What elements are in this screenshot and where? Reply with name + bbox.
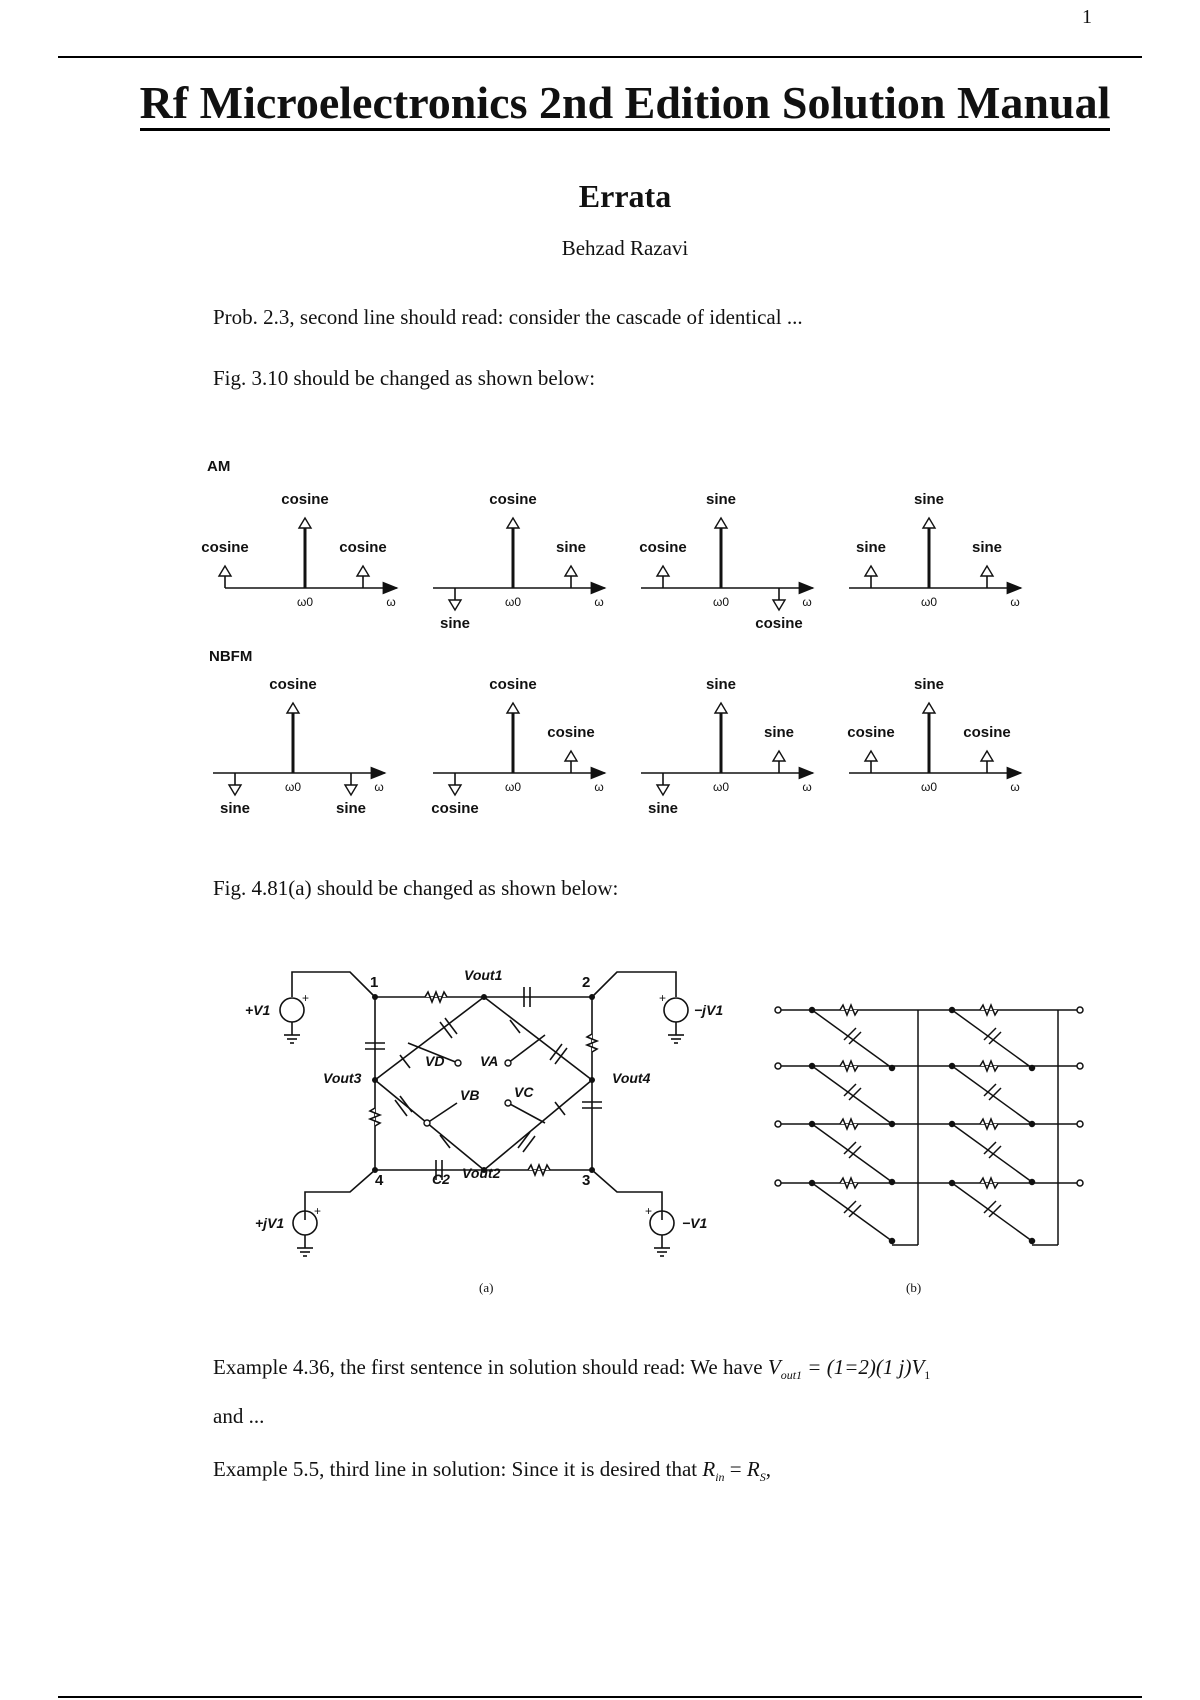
erratum-fig-4-81: Fig. 4.81(a) should be changed as shown below: xyxy=(213,876,619,900)
source-tl-circle xyxy=(280,998,304,1022)
panel-5-arrow-3-head xyxy=(345,785,357,795)
panel-3-arrow-2-head xyxy=(715,518,727,528)
panel-1-arrow-3-head xyxy=(357,566,369,576)
panel-3-label-3: cosine xyxy=(755,615,803,632)
panel-1-arrow-1-head xyxy=(219,566,231,576)
panel-2-arrow-3-head xyxy=(565,566,577,576)
caption-b: (b) xyxy=(906,1280,922,1295)
ex436-sub2: 1 xyxy=(924,1368,931,1383)
node-2-label: 2 xyxy=(582,974,591,991)
panel-6-arrow-1-head xyxy=(449,785,461,795)
panel-4-omega: ω xyxy=(1010,595,1020,609)
fig-3-10-spectra xyxy=(0,440,1200,840)
row-label-nbfm: NBFM xyxy=(209,648,253,665)
panel-7-arrow-3-head xyxy=(773,751,785,761)
source-tl-plus: + xyxy=(302,991,310,1005)
footer-rule xyxy=(58,1696,1142,1698)
panel-3-omega0: ω0 xyxy=(712,595,730,609)
panel-2-label-2: cosine xyxy=(489,491,537,508)
panel-4-arrow-3-head xyxy=(981,566,993,576)
ladder-row-4-tap-a xyxy=(890,1239,895,1244)
panel-7-omega: ω xyxy=(802,780,812,794)
ladder-row-2-res-b xyxy=(980,1061,998,1071)
ladder-row-1-out-terminal xyxy=(1077,1007,1083,1013)
source-tr-circle xyxy=(664,998,688,1022)
document-title xyxy=(0,76,1200,129)
ladder-row-1-diag-a xyxy=(812,1010,892,1068)
panel-6-label-3: cosine xyxy=(547,724,595,741)
vout1-label: Vout1 xyxy=(464,967,503,983)
ladder-row-3-res-a xyxy=(840,1119,858,1129)
source-tr-label: −jV1 xyxy=(694,1002,724,1018)
ladder-row-4-diag-a xyxy=(812,1183,892,1241)
caption-a: (a) xyxy=(479,1280,494,1295)
panel-4-omega0: ω0 xyxy=(920,595,938,609)
ladder-row-1-in-terminal xyxy=(775,1007,781,1013)
source-tr-plus: + xyxy=(659,991,667,1005)
panel-6-omega: ω xyxy=(594,780,604,794)
source-bl-plus: + xyxy=(314,1204,322,1218)
ex55-rin-sub: in xyxy=(715,1470,725,1485)
ladder-row-2-diag-a xyxy=(812,1066,892,1124)
panel-4-label-1: sine xyxy=(855,539,887,556)
ex55-rs: R xyxy=(746,1457,760,1481)
row-label-am: AM xyxy=(207,458,231,475)
panel-8-label-1: cosine xyxy=(847,724,895,741)
panel-5-omega: ω xyxy=(374,780,384,794)
panel-2-label-3: sine xyxy=(555,539,587,556)
ladder-row-4-tap-b xyxy=(1030,1239,1035,1244)
panel-8-arrow-1-head xyxy=(865,751,877,761)
panel-6-label-2: cosine xyxy=(489,676,537,693)
panel-7-label-2: sine xyxy=(705,676,737,693)
node-3-label: 3 xyxy=(582,1172,591,1189)
va-label: VA xyxy=(480,1053,499,1069)
panel-1-omega0: ω0 xyxy=(296,595,314,609)
vd-label: VD xyxy=(425,1053,445,1069)
panel-3-label-1: cosine xyxy=(639,539,687,556)
vc-label: VC xyxy=(514,1084,534,1100)
ex55-rin: R xyxy=(702,1457,716,1481)
panel-5-arrow-1-head xyxy=(229,785,241,795)
panel-7-arrow-1-head xyxy=(657,785,669,795)
ladder-row-4-out-terminal xyxy=(1077,1180,1083,1186)
panel-8-label-3: cosine xyxy=(963,724,1011,741)
ladder-row-3-out-terminal xyxy=(1077,1121,1083,1127)
author: Behzad Razavi xyxy=(561,236,689,260)
panel-8-omega0: ω0 xyxy=(920,780,938,794)
panel-6-omega0: ω0 xyxy=(504,780,522,794)
panel-1-label-3: cosine xyxy=(339,539,387,556)
ex55-rs-sub: S xyxy=(759,1470,766,1485)
ladder-row-2-res-a xyxy=(840,1061,858,1071)
panel-3-omega: ω xyxy=(802,595,812,609)
ex436-suffix: and ... xyxy=(213,1404,265,1429)
panel-5-label-2: cosine xyxy=(269,676,317,693)
node-4-label: 4 xyxy=(375,1172,384,1189)
panel-1-omega: ω xyxy=(386,595,396,609)
source-tl-label: +V1 xyxy=(245,1002,271,1018)
erratum-fig-3-10: Fig. 3.10 should be changed as shown below: xyxy=(213,366,596,390)
panel-4-label-3: sine xyxy=(971,539,1003,556)
ladder-row-4-res-b xyxy=(980,1178,998,1188)
c2-label: C2 xyxy=(432,1171,450,1187)
ex436-var: V xyxy=(767,1355,781,1379)
source-br-plus: + xyxy=(645,1204,653,1218)
ladder-row-3-diag-b xyxy=(952,1124,1032,1182)
panel-2-omega: ω xyxy=(594,595,604,609)
panel-2-arrow-1-head xyxy=(449,600,461,610)
vout2-label: Vout2 xyxy=(462,1165,501,1181)
erratum-example-4-36 xyxy=(213,1347,1093,1437)
source-br-label: −V1 xyxy=(682,1215,708,1231)
circuit-a-nodes xyxy=(372,994,595,1173)
panel-6-arrow-3-head xyxy=(565,751,577,761)
panel-8-arrow-3-head xyxy=(981,751,993,761)
panel-5-label-3: sine xyxy=(335,800,367,817)
page-number: 1 xyxy=(1082,6,1092,28)
panel-2-omega0: ω0 xyxy=(504,595,522,609)
panel-8-label-2: sine xyxy=(913,676,945,693)
ex55-eq: = xyxy=(724,1457,747,1481)
ladder-row-2-diag-b xyxy=(952,1066,1032,1124)
ladder-row-1-diag-b xyxy=(952,1010,1032,1068)
vout4-label: Vout4 xyxy=(612,1070,651,1086)
erratum-example-5-5 xyxy=(213,1449,1093,1498)
section-title: Errata xyxy=(578,178,672,214)
panel-3-arrow-1-head xyxy=(657,566,669,576)
panel-1-label-1: cosine xyxy=(201,539,249,556)
panel-7-label-1: sine xyxy=(647,800,679,817)
panel-7-label-3: sine xyxy=(763,724,795,741)
ex55-comma: , xyxy=(765,1457,771,1481)
panel-1-label-2: cosine xyxy=(281,491,329,508)
source-bl-label: +jV1 xyxy=(255,1215,285,1231)
panel-5-omega0: ω0 xyxy=(284,780,302,794)
vout3-label: Vout3 xyxy=(323,1070,362,1086)
ladder-row-3-in-terminal xyxy=(775,1121,781,1127)
panel-8-omega: ω xyxy=(1010,780,1020,794)
node-1-label: 1 xyxy=(370,974,379,991)
panel-3-label-2: sine xyxy=(705,491,737,508)
ex55-prefix: Example 5.5, third line in solution: Since it is desired that xyxy=(213,1457,703,1481)
panel-4-arrow-2-head xyxy=(923,518,935,528)
circuit-a xyxy=(280,972,688,1256)
circuit-b xyxy=(775,1005,1083,1245)
panel-6-arrow-2-head xyxy=(507,703,519,713)
ladder-row-3-diag-a xyxy=(812,1124,892,1182)
panel-5-label-1: sine xyxy=(219,800,251,817)
fig-4-81-circuit xyxy=(0,940,1200,1310)
panel-1-arrow-2-head xyxy=(299,518,311,528)
spectra-group xyxy=(201,491,1021,817)
ladder-row-2-in-terminal xyxy=(775,1063,781,1069)
panel-2-arrow-2-head xyxy=(507,518,519,528)
ladder-row-1-res-b xyxy=(980,1005,998,1015)
panel-3-arrow-3-head xyxy=(773,600,785,610)
vb-label: VB xyxy=(460,1087,480,1103)
ladder-row-4-res-a xyxy=(840,1178,858,1188)
panel-8-arrow-2-head xyxy=(923,703,935,713)
panel-4-label-2: sine xyxy=(913,491,945,508)
panel-5-arrow-2-head xyxy=(287,703,299,713)
header-rule xyxy=(58,56,1142,58)
document-title-text: Rf Microelectronics 2nd Edition Solution Manual xyxy=(140,77,1111,131)
panel-6-label-1: cosine xyxy=(431,800,479,817)
ladder-row-1-res-a xyxy=(840,1005,858,1015)
panel-7-arrow-2-head xyxy=(715,703,727,713)
ladder-row-4-diag-b xyxy=(952,1183,1032,1241)
panel-7-omega0: ω0 xyxy=(712,780,730,794)
erratum-prob-2-3: Prob. 2.3, second line should read: consider the cascade of identical ... xyxy=(213,305,803,329)
panel-4-arrow-1-head xyxy=(865,566,877,576)
ladder-row-4-in-terminal xyxy=(775,1180,781,1186)
panel-2-label-1: sine xyxy=(439,615,471,632)
ladder-row-3-res-b xyxy=(980,1119,998,1129)
ex436-sub: out1 xyxy=(780,1368,803,1383)
ex436-prefix: Example 4.36, the first sentence in solution should read: We have xyxy=(213,1355,768,1379)
ex436-expr: = (1=2)(1 j)V xyxy=(802,1355,925,1379)
ladder-row-2-out-terminal xyxy=(1077,1063,1083,1069)
